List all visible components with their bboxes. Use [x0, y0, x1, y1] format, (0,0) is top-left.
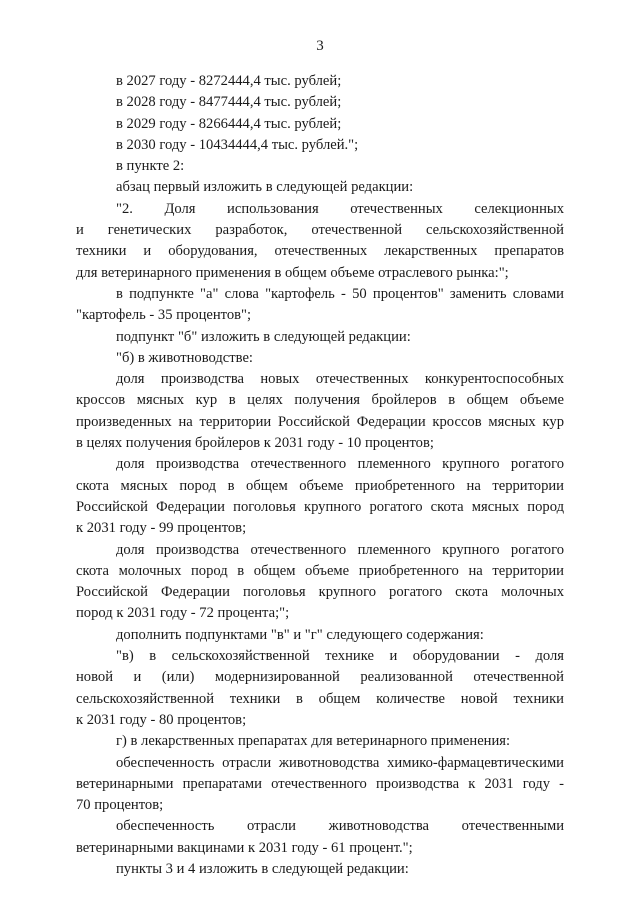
text-line: сельскохозяйственной техники в общем количестве новой техники [76, 690, 564, 707]
text-line: "картофель - 35 процентов"; [76, 307, 252, 324]
text-line: пород к 2031 году - 72 процента;"; [76, 605, 290, 622]
text-line: доля производства новых отечественных конкурентоспособных [116, 371, 564, 388]
text-line: Российской Федерации поголовья крупного рогатого скота мясных пород [76, 498, 564, 515]
text-line: к 2031 году - 80 процентов; [76, 711, 247, 728]
text-line: ветеринарными вакцинами к 2031 году - 61 процент."; [76, 839, 413, 856]
page-number: 3 [316, 38, 324, 54]
text-line: в 2028 году - 8477444,4 тыс. рублей; [116, 94, 342, 111]
text-line: техники и оборудования, отечественных лекарственных препаратов [76, 243, 564, 260]
text-line: в подпункте "а" слова "картофель - 50 процентов" заменить словами [116, 285, 564, 302]
text-line: дополнить подпунктами "в" и "г" следующего содержания: [116, 626, 484, 643]
text-line: "2. Доля использования отечественных селекционных [116, 200, 564, 217]
text-line: обеспеченность отрасли животноводства химико-фармацевтическими [116, 754, 564, 771]
text-line: обеспеченность отрасли животноводства отечественными [116, 818, 564, 835]
text-line: кроссов мясных кур в целях получения бройлеров в общем объеме [76, 392, 564, 409]
text-line: ветеринарными препаратами отечественного производства к 2031 году - [76, 775, 564, 792]
text-line: "в) в сельскохозяйственной технике и оборудовании - доля [116, 648, 564, 665]
text-line: г) в лекарственных препаратах для ветеринарного применения: [116, 733, 511, 750]
text-line: в целях получения бройлеров к 2031 году - 10 процентов; [76, 435, 434, 452]
document-body [76, 71, 564, 880]
text-line: Российской Федерации поголовья крупного рогатого скота молочных [76, 584, 564, 601]
text-line: в пункте 2: [116, 158, 185, 175]
text-line: в 2029 году - 8266444,4 тыс. рублей; [116, 115, 342, 132]
text-line: "б) в животноводстве: [116, 349, 253, 366]
text-line: подпункт "б" изложить в следующей редакции: [116, 328, 411, 345]
text-line: пункты 3 и 4 изложить в следующей редакции: [116, 860, 409, 877]
text-line: скота молочных пород в общем объеме приобретенного на территории [76, 562, 564, 579]
text-line: в 2027 году - 8272444,4 тыс. рублей; [116, 73, 342, 89]
text-line: абзац первый изложить в следующей редакции: [116, 179, 414, 196]
text-line: 70 процентов; [76, 797, 164, 814]
text-line: доля производства отечественного племенного крупного рогатого [116, 541, 564, 558]
text-line: к 2031 году - 99 процентов; [76, 520, 247, 537]
text-line: доля производства отечественного племенного крупного рогатого [116, 456, 564, 473]
text-line: произведенных на территории Российской Федерации кроссов мясных кур [76, 413, 564, 430]
text-line: для ветеринарного применения в общем объеме отраслевого рынка:"; [76, 264, 509, 281]
text-line: в 2030 году - 10434444,4 тыс. рублей."; [116, 136, 359, 153]
text-line: скота мясных пород в общем объеме приобретенного на территории [76, 477, 564, 494]
text-line: новой и (или) модернизированной реализованной отечественной [76, 669, 564, 686]
text-line: и генетических разработок, отечественной сельскохозяйственной [76, 222, 564, 239]
